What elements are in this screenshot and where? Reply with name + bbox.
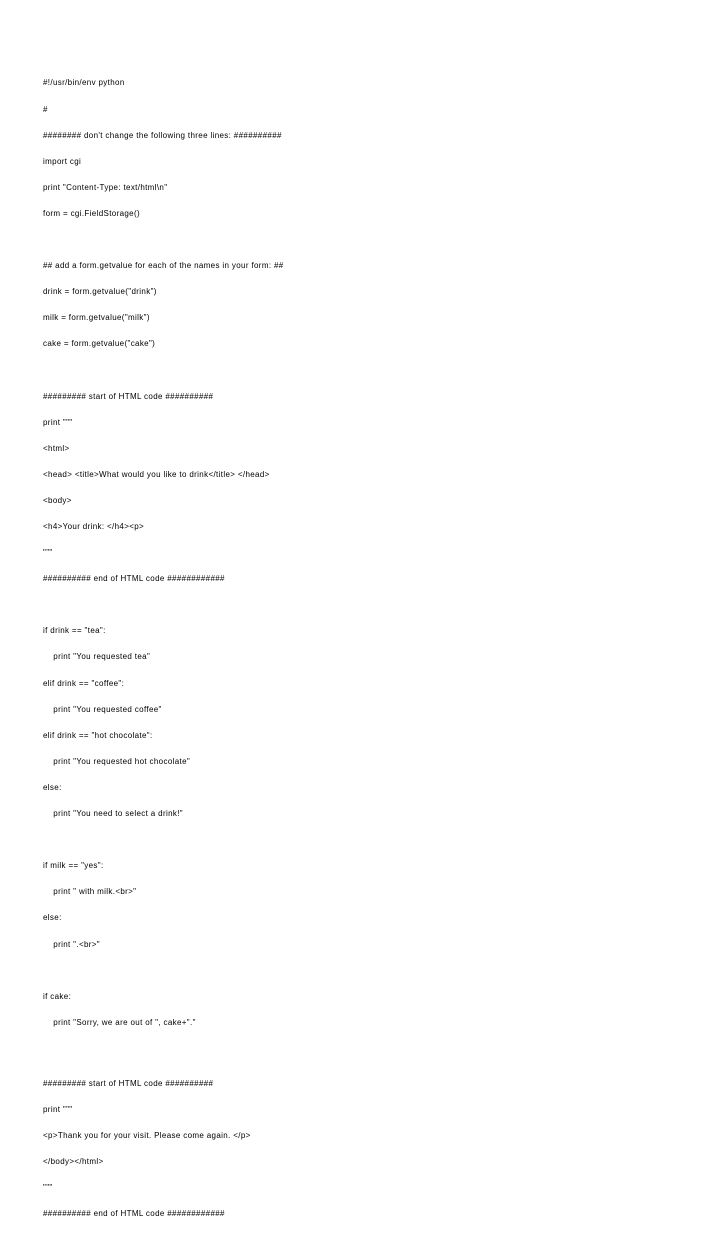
code-line: print """ bbox=[43, 417, 73, 427]
code-line: form = cgi.FieldStorage() bbox=[43, 208, 141, 218]
code-line: if cake: bbox=[43, 991, 72, 1001]
code-line: print "You requested hot chocolate" bbox=[43, 756, 191, 766]
code-line: milk = form.getvalue("milk") bbox=[43, 313, 150, 323]
code-line: <body> bbox=[43, 495, 72, 505]
code-line: ######### start of HTML code ########## bbox=[43, 391, 214, 401]
blank-line bbox=[43, 366, 284, 375]
blank-line bbox=[43, 836, 284, 845]
code-line: ######### start of HTML code ########## bbox=[43, 1078, 214, 1088]
code-line: drink = form.getvalue("drink") bbox=[43, 287, 157, 297]
code-line: if drink == "tea": bbox=[43, 626, 106, 636]
code-line: ########## end of HTML code ############ bbox=[43, 574, 225, 584]
code-line: <p>Thank you for your visit. Please come again. </p> bbox=[43, 1130, 251, 1140]
code-line: elif drink == "hot chocolate": bbox=[43, 730, 153, 740]
code-line: """ bbox=[43, 548, 53, 558]
code-line: if milk == "yes": bbox=[43, 861, 104, 871]
code-line: print "Content-Type: text/html\n" bbox=[43, 182, 168, 192]
code-line: <h4>Your drink: </h4><p> bbox=[43, 522, 145, 531]
code-line: print " with milk.<br>" bbox=[43, 887, 137, 897]
code-line: else: bbox=[43, 782, 62, 792]
code-line: print "You requested coffee" bbox=[43, 704, 162, 714]
code-line: """ bbox=[43, 1183, 53, 1193]
code-line: ########## end of HTML code ############ bbox=[43, 1209, 225, 1219]
code-line: print ".<br>" bbox=[43, 939, 100, 949]
code-line: else: bbox=[43, 913, 62, 923]
blank-line bbox=[43, 601, 284, 610]
code-line: <html> bbox=[43, 443, 70, 453]
code-line: # bbox=[43, 104, 48, 114]
code-line: print "You need to select a drink!" bbox=[43, 809, 183, 819]
code-block bbox=[43, 62, 284, 1236]
code-line: </body></html> bbox=[43, 1156, 104, 1166]
code-line: cake = form.getvalue("cake") bbox=[43, 339, 156, 349]
code-line: print """ bbox=[43, 1104, 73, 1114]
code-line: print "Sorry, we are out of ", cake+"." bbox=[43, 1017, 196, 1027]
code-line: ## add a form.getvalue for each of the names in your form: ## bbox=[43, 261, 284, 271]
blank-line bbox=[43, 967, 284, 976]
code-line: <head> <title>What would you like to drink</title> </head> bbox=[43, 469, 270, 479]
code-line: ######## don't change the following three lines: ########## bbox=[43, 130, 282, 140]
code-line: #!/usr/bin/env python bbox=[43, 78, 125, 88]
code-line: import cgi bbox=[43, 156, 82, 166]
code-line: elif drink == "coffee": bbox=[43, 678, 125, 688]
blank-line bbox=[43, 236, 284, 245]
blank-line bbox=[43, 1045, 284, 1062]
code-line: print "You requested tea" bbox=[43, 652, 151, 662]
